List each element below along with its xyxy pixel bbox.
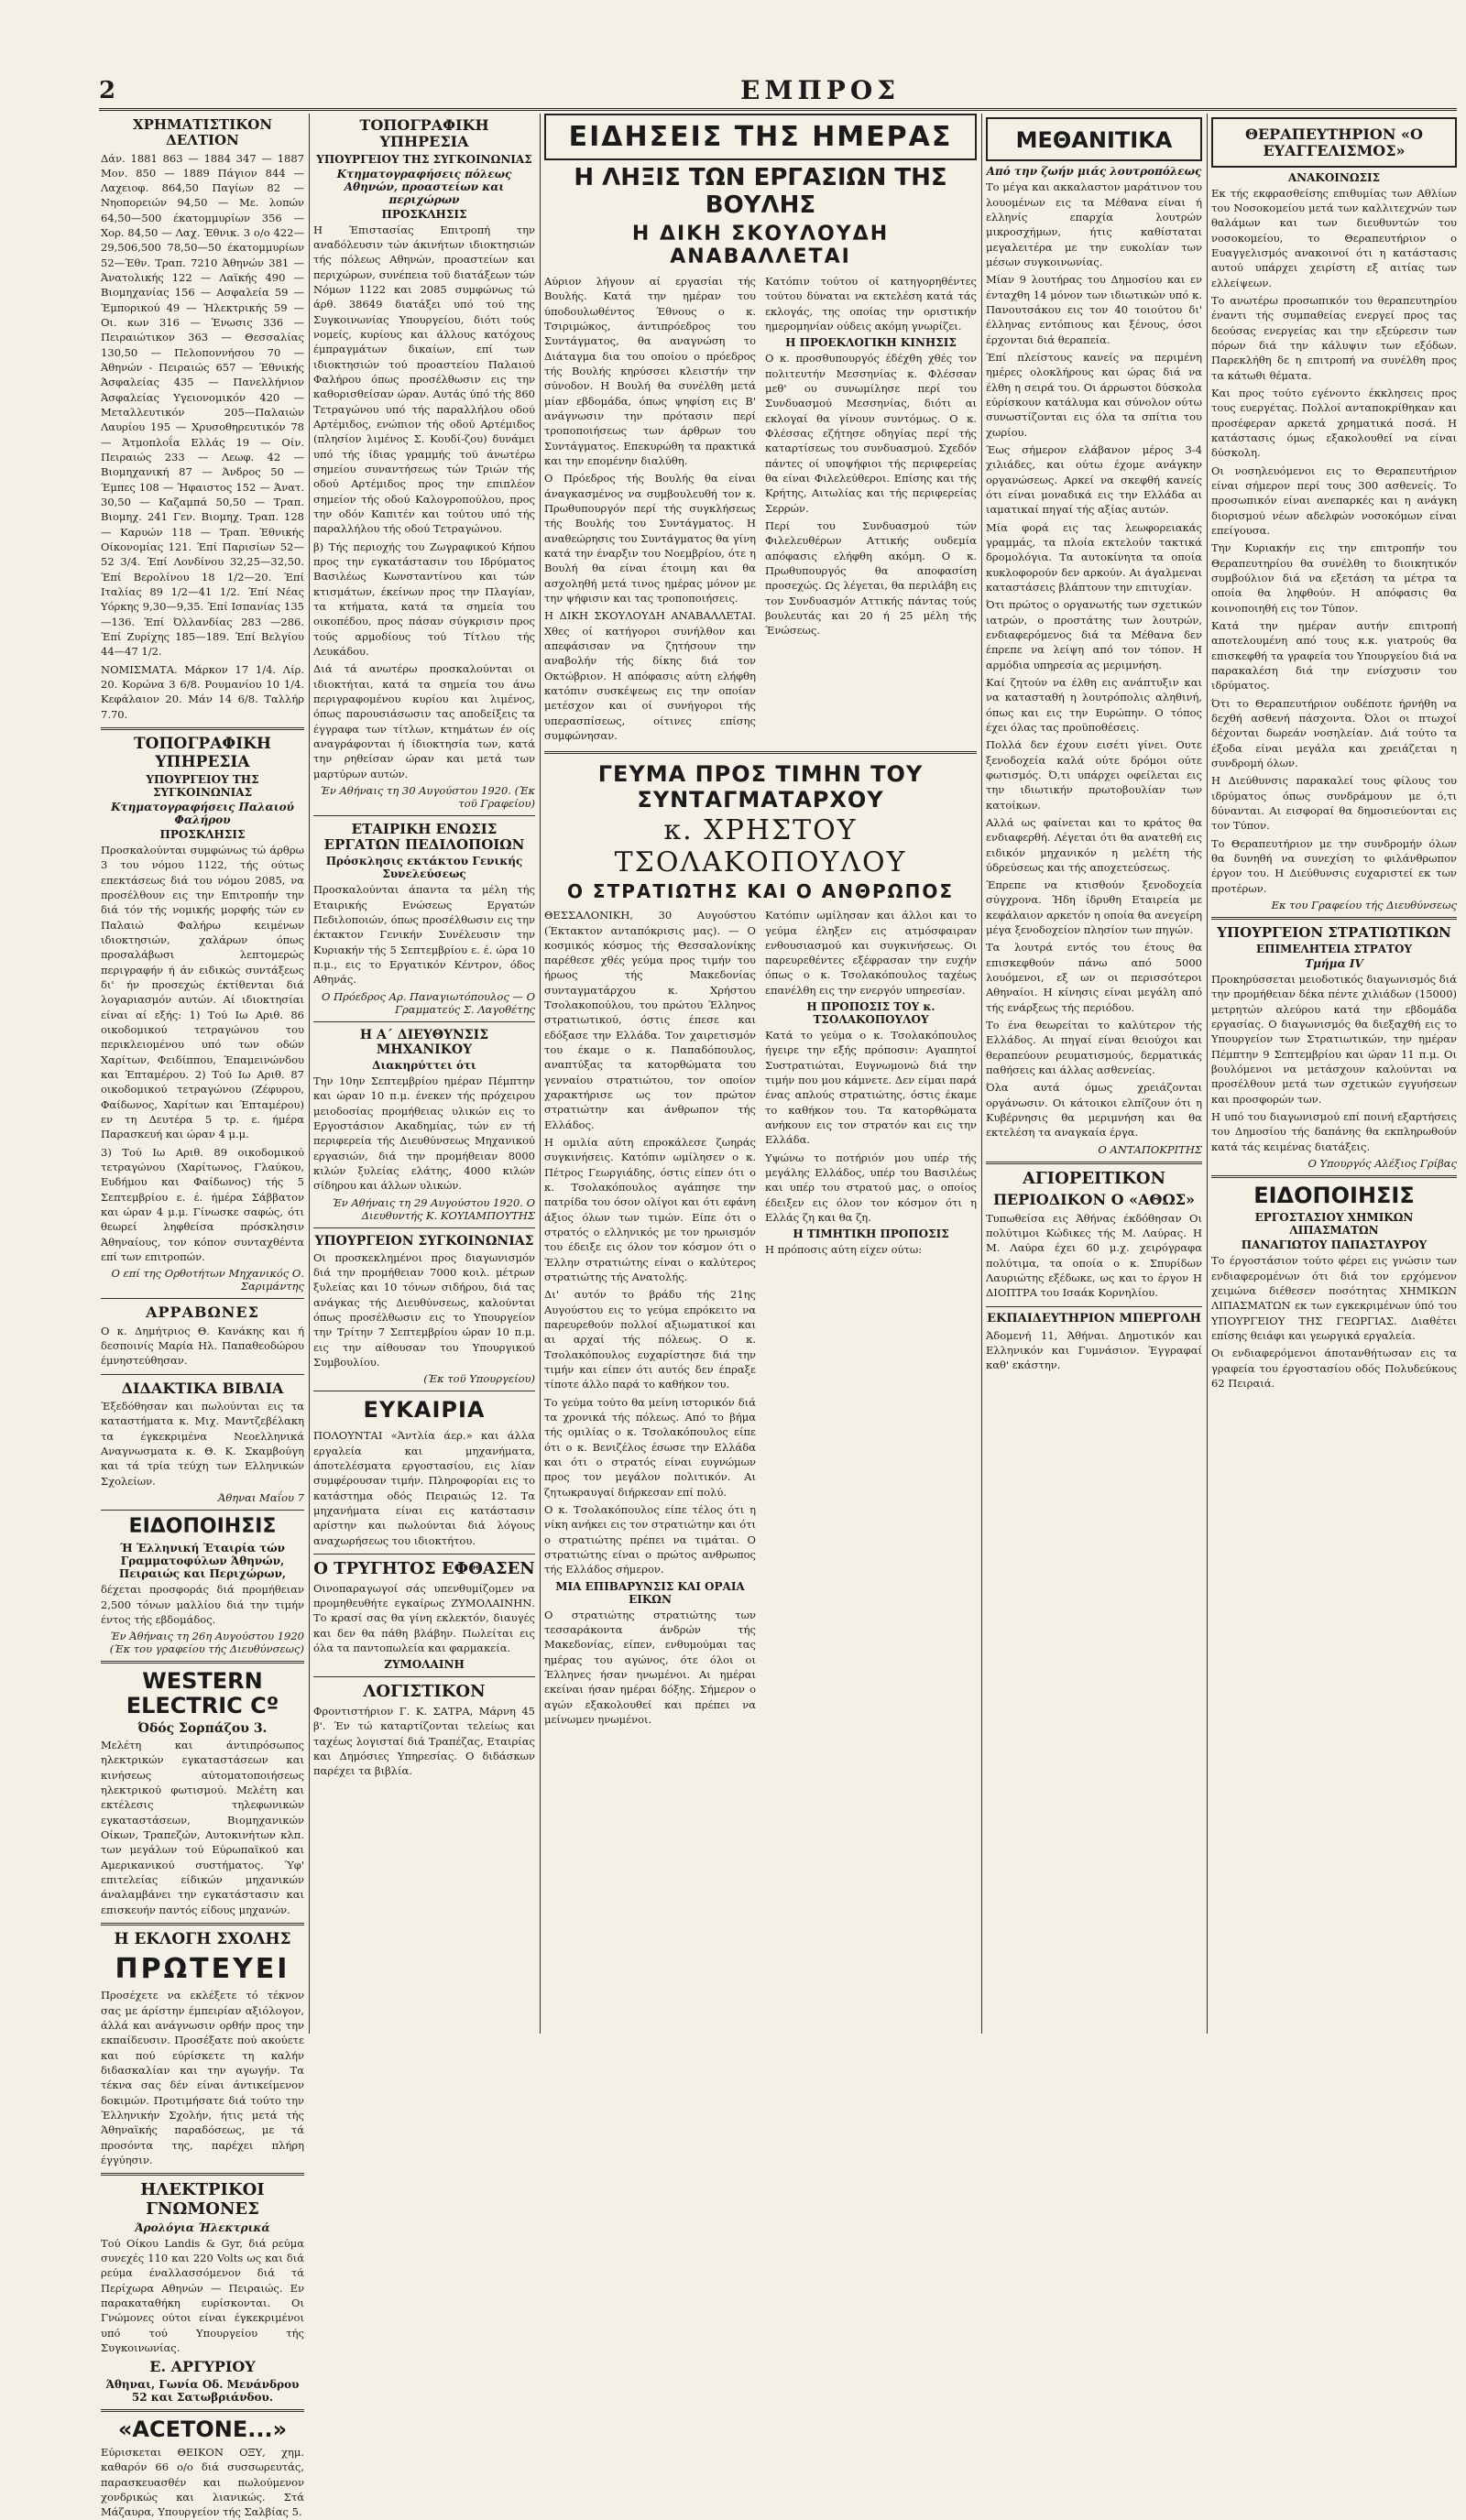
accounting-title: ΛΟΓΙΣΤΙΚΟΝ: [363, 1682, 486, 1702]
topo-subtitle-2: Κτηματογραφήσεις Παλαιού Φαλήρου: [111, 801, 294, 827]
dinner-subheadline: Ο ΣΤΡΑΤΙΩΤΗΣ ΚΑΙ Ο ΑΝΘΡΩΠΟΣ: [566, 880, 955, 903]
harvest-text: Οινοπαραγωγοί σάς υπενθυμίζομεν να προμηθευθήτε εγκαίρως ΖΥΜΟΛΑΙΝΗΝ. Το κρασί σας θα γίνη εκλεκτόν, διαυγές και δεν θα πάθη βλάβην. Πωλείται εις όλα τα παντοπωλεία και φαρμακεία.: [313, 1581, 535, 1654]
methana-title: ΜΕΘΑΝΙΤΙΚΑ: [1015, 127, 1173, 153]
dinner-paragraph: Υψώνω το ποτήριόν μου υπέρ τής μεγάλης Ελλάδος, υπέρ του Βασιλέως και υπέρ του στρατού μας, ο οποίος έδειξεν εις όλον τον κόσμον ότι η Ελλάς ζη και θα ζη.: [765, 1151, 977, 1225]
news-banner: [544, 114, 977, 160]
divider: [101, 1661, 304, 1664]
divider: [313, 1021, 535, 1022]
lead-paragraph: Ο Πρόεδρος τής Βουλής θα είναι άναγκασμένος να συμβουλευθή τον κ. Πρωθυπουργόν περί τής συγκλήσεως τής Βουλής του Συντάγματος. Η αναθεώρησις του Συντάγματος θα γίνη κατά την έναρξιν του Νοεμβρίου, ότε η Βουλή θα είναι έτοιμη και θα ασχοληθή μετά τινος ημέρας μόνον με την ψήφισιν και τας τροποποιήσεις.: [544, 472, 756, 605]
clinic-paragraph: Το Θεραπευτήριον με την συνδρομήν όλων θα δυνηθή να συνεχίση το φιλάνθρωπον έργον του. Η Διεύθυνσις ευχαριστεί εκ των προτέρων.: [1211, 836, 1457, 895]
methana-paragraph: Τα λουτρά εντός του έτους θα επισκεφθούν πάνω από 5000 λουόμενοι, εξ ων οι περισσότεροι Αθηναίοι. Η κίνησις είναι μεγάλη από τής ενάρξεως τής περιόδου.: [986, 941, 1202, 1014]
acetone-text: Εύρισκεται ΘΕΙΚΟΝ ΟΞΥ, χημ. καθαρόν 66 ο/ο διά συσσωρευτάς, παρασκευασθέν και πωλούμενον χονδρικώς και λιανικώς. Στά Μάζαυρα, Υπουργείον τής Σαλβίας 5.: [101, 2446, 304, 2519]
books-title: ΔΙΔΑΚΤΙΚΑ ΒΙΒΛΙΑ: [121, 1379, 284, 1397]
dinner-paragraph: Κατά το γεύμα ο κ. Τσολακόπουλος ήγειρε την εξής πρόποσιν: Αγαπητοί Συστρατιώται, Ευγνωμονώ διά την τιμήν που μου κάμνετε. Δεν είμαι παρά ένας απλούς στρατιώτης, όστις έκαμε το καθήκον του. Τα κατορθώματα ανήκουν εις τον στρατόν και εις την Ελλάδα.: [765, 1029, 977, 1147]
divider: [986, 1162, 1202, 1164]
union-signature: Ο Πρόεδρος Αρ. Παναγιωτόπουλος — Ο Γραμματεύς Σ. Λαγοθέτης: [321, 989, 535, 1016]
opportunity-title: ΕΥΚΑΙΡΙΑ: [363, 1397, 486, 1424]
ministry-signature: (Έκ τοϋ Υπουργείου): [423, 1372, 535, 1386]
engagements-text: Ο κ. Δημήτριος Θ. Κανάκης και ή δεσποινίς Μαρία Ηλ. Παπαθεοδώρου έμνηστεύθησαν.: [101, 1324, 304, 1368]
factory-title: ΕΙΔΟΠΟΙΗΣΙΣ: [1253, 1183, 1415, 1209]
school-subtitle: ΠΡΩΤΕΥΕΙ: [115, 1953, 290, 1986]
page-header: [99, 75, 1457, 106]
divider: [101, 1923, 304, 1925]
dinner-paragraph: Ο κ. Τσολακόπουλος είπε τέλος ότι η νίκη ανήκει εις τον στρατιώτην και ότι ο στρατιώτης πρέπει να τιμάται. Ο στρατιώτης είναι ο πρώτος ανθρωπος τής Ελλάδος σήμερον.: [544, 1502, 756, 1576]
divider: [101, 2409, 304, 2412]
dinner-paragraph: Η πρόποσις αύτη είχεν ούτω:: [765, 1243, 923, 1257]
methana-paragraph: Το μέγα και ακκαλαστον μαράτινον του λουομένων εις τα Μέθανα είναι ή ελληνίς επαρχία λουτρών μικροσχήμων, ήτις καθίσταται μεγαλειτέρα με την ευκολίαν των μέσων συγκοινωνίας.: [986, 180, 1202, 269]
dinner-subheading: Η ΤΙΜΗΤΙΚΗ ΠΡΟΠΟΣΙΣ: [793, 1227, 949, 1241]
column-3: [544, 114, 977, 2034]
accounting-text: Φροντιστήριον Γ. Κ. ΣΑΤΡΑ, Μάρνη 45 β'. Έν τώ καταρτίζονται τελείως και ταχέως λογισταί διά Τραπέζας, Εταιρίας και Δημόσιες Υπηρεσίας. Ο διδάσκων παρέχει τα βιβλία.: [313, 1704, 535, 1778]
ministry-text: Οι προσκεκλημένοι προς διαγωνισμόν διά την προμήθειαν 7000 κοιλ. μέτρων ξυλείας και 10 τόνων σιδήρου, διά τας ανάγκας τής Διευθύνσεως, καλούνται όπως προσέλθωσιν εις το Υπουργείον την Τρίτην 7 Σεπτεμβρίου ώραν 10 π.μ. εις την αίθουσαν του Υπουργικού Συμβουλίου.: [313, 1250, 535, 1369]
western-electric-text: Μελέτη και άντιπρόσωπος ηλεκτρικών εγκαταστάσεων και κινήσεως αύτοματοποιήσεως ηλεκτρικού φωτισμού. Μελέτη και εκτέλεσις τηλεφωνικών εγκαταστάσεων, Βιομηχανικών Οίκων, Τραπεζών, Αυτοκινήτων κλπ. των μεγάλων τού Εύρωπαϊκού και Αμερικανικού συστήματος. Ύφ' επιτελείας είδικών μηχανικών άναλαμβάνει την εγκατάστασιν και επισκευήν παντός είδους μηχανών.: [101, 1738, 304, 1916]
notice-title: ΕΙΔΟΠΟΙΗΣΙΣ: [128, 1514, 277, 1538]
divider: [313, 1227, 535, 1228]
clinic-paragraph: Κατά την ημέραν αυτήν επιτροπή αποτελουμένη από τους κ.κ. γιατρούς θα επισκεφθή τα γραφεία του Υπουργείου διά να παρακαλέση διά την ενίσχυσιν του ιδρύματος.: [1211, 618, 1457, 693]
column-rule: [1207, 114, 1208, 2034]
masthead: ΕΜΠΡΟΣ: [740, 75, 901, 105]
methana-paragraph: Αλλά ως φαίνεται και το κράτος θα ενδιαφερθή. Λέγεται ότι θα ανατεθή εις ειδικόν μηχανικόν η μελέτη τής ύδρεύσεως και τής αποχετεύσεως.: [986, 815, 1202, 874]
divider: [986, 1306, 1202, 1307]
lead-body: [544, 274, 977, 746]
column-1: [101, 114, 304, 2519]
athos-text: Τυπωθείσα εις Άθήνας έκδόθησαν Οι πολύτιμοι Κώδικες τής Μ. Λαύρας. Η Μ. Λαύρα έχει 60 μ.χ. χειρόγραφα πολύτιμα, τα οποία ο κ. Σπυρίδων Λαυριώτης εξέδωκε, ως και το έργον Η ΔΙΟΠΤΡΑ του Ισαάκ Κορνηλίου.: [986, 1211, 1202, 1300]
methana-paragraph: Μίαν 9 λουτήρας του Δημοσίου και εν ένταχθη 14 μόνον των ιδιωτικών υπό κ. Πανουτσάκου εις τον 40 τοιούτου δι' έλληνας εντόπιους και ξένους, όσοι έρχονται διά θεραπεία.: [986, 273, 1202, 346]
divider: [544, 751, 977, 754]
methana-paragraph: Καί ζητούν να έλθη εις ανάπτυξιν και να κατασταθή η λουτρόπολις αληθινή, όπως και εις την Ευρώπην. Ο τόπος έχει όλας τας προϋποθέσεις.: [986, 675, 1202, 734]
clinic-header-box: [1211, 117, 1457, 168]
engineering-subtitle: Διακηρύττει ότι: [372, 1058, 476, 1072]
engagements-title: ΑΡΡΑΒΩΝΕΣ: [146, 1304, 259, 1322]
page-number: 2: [99, 77, 116, 104]
lead-paragraph: Η ΔΙΚΗ ΣΚΟΥΛΟΥΔΗ ΑΝΑΒΑΛΛΕΤΑΙ. Χθες οί κατήγοροι συνήλθον και απεφάσισαν να ζητήσουν την αναβολήν τής δίκης διά τον Οκτώβριον. Η απόφασις αύτη ελήφθη κατόπιν συσκέψεως εις την οποίαν μετέσχον και οί συνήγοροι τής υπερασπίσεως, οίτινες επίσης συμφώνησαν.: [544, 609, 756, 742]
topo-signature: Ο επί της Ορθοτήτων Μηχανικός Ο. Σαριμάντης: [111, 1267, 304, 1293]
lead-paragraph: Ο κ. προσθυπουργός έδέχθη χθές τον πολιτευτήν Μεσσηνίας κ. Φλέσσαν μεθ' ου συνωμίλησε περί του Συνδυασμού Μεσσηνίας, διότι αι εκλογαί θα γίνουν συντόμως. Ο κ. Φλέσσας εζήτησε οδηγίας περί τής καταρτίσεως του συνδυασμού. Σχεδόν πάντες οί υποψήφιοι τής περιφερείας θα είναι Φιλελεύθεροι. Επίσης και τής Κρήτης, Αιτωλίας και τής περιφερείας Σερρών.: [765, 352, 977, 515]
methana-paragraph: Μία φορά εις τας λεωφορειακάς γραμμάς, τα πλοία εκτελούν τακτικά δρομολόγια. Τα αυτοκίνητα τα οποία κυκλοφορούν δεν αρκούν. Αι άγαλμεναι καταστάσεις βλάπτουν την επιτυχίαν.: [986, 520, 1202, 594]
market-text: Δάν. 1881 863 — 1884 347 — 1887 Μον. 850 — 1889 Πάγιον 844 — Λαχειοφ. 864,50 Παγίων 82 — Νηοπορειών 94,50 — Με. λοπών 64,50—500 έκατομμυρίων 356 — Χορ. 84,50 — Λαχ. Έθνικ. 3 ο/ο 422—29,506,500 78,50—50 έκατομμυρίων 52—Έθν. Τραπ. 7210 Άθηνών 381 — Άνατολικής 122 — Λαϊκής 490 — Βιομηχανίας 156 — Ασφαλεία 59 — Έμπορικού 49 — Ήλεκτρικής 59 — Οι. κων 316 — Ένωσις 336 — Πειραιώτικον 363 — Θεσσαλίας 130,50 — Πελοποννήσου 70 — Άθηνών - Πειραιώς 657 — Έθνικής Άσφαλείας 435 — Πανελλήνιον Άσφαλείας Υγειονομικόν 420 — Μεταλλευτικόν 205—Παλαιών Λαυρίου 195 — Χρυσοθηρευτικόν 78 — Άτμοπλοΐα Ελλάς 19 — Οίν. Πειραιώς 233 — Λεωφ. 42 — Βιομηχανική 87 — Άνδρος 50 — Έμπες 108 — Ήφαιστος 152 — Άνατ. 30,50 — Καζαμπά 50,50 — Τραπ. Βιομηχ. 241 Γεν. Βιομηχ. Τραπ. 128 — Καρυών 118 — Τραπ. Έθνικής Οίκονομίας 121. Έπί Παρισίων 52—52 3/4. Έπί Λονδίνου 32,25—32,50. Έπί Βερολίνου 18 1/2—20. Έπί Ιταλίας 89 1/2—41 1/2. Έπί Νέας Υόρκης 9,30—9,35. Έπί Ισπανίας 135—136. Έπί Όλλανδίας 283 —286. Έπί Ζυρίχης 185—189. Έπί Βελγίου 44—47 1/2.: [101, 151, 304, 659]
athos-title: ΑΓΙΟΡΕΙΤΙΚΟΝ: [1022, 1168, 1166, 1188]
school-ad-text: Άδομενή 11, Άθήναι. Δημοτικόν και Ελληνικόν και Γυμνάσιον. Έγγραφαί καθ' εκάστην.: [986, 1328, 1202, 1372]
lead-subheadline: Η ΔΙΚΗ ΣΚΟΥΛΟΥΔΗ ΑΝΑΒΑΛΛΕΤΑΙ: [631, 223, 890, 268]
clinic-paragraph: Την Κυριακήν εις την επιτροπήν του Θεραπευτηρίου θα συνέλθη το διοικητικόν συμβούλιον διά να εξετάση τα μέτρα τα οποία θα ληφθούν. Η απόφασις θα κοινοποιηθή εις τον Τύπον.: [1211, 541, 1457, 615]
western-electric-address: Όδός Σορπάζου 3.: [137, 1720, 268, 1736]
topo2-subtitle-3: ΠΡΟΣΚΛΗΣΙΣ: [381, 207, 467, 221]
clinic-paragraph: Το ανωτέρω προσωπικόν του θεραπευτηρίου έναντι τής συμπαθείας ενεργεί προς τας δεούσας ενεργείας και την εξεύρεσιν των πόρων διά την κάλυψιν των εξόδων. Παρεκλήθη δε η επιτροπή να συνέλθη προς τα κάτωθι θέματα.: [1211, 294, 1457, 382]
dinner-paragraph: Ο στρατιώτης στρατιώτης των τεσσαράκοντα άνδρών τής Μακεδονίας, είπεν, ενθυμούμαι τας ημέρας του αγώνος, ότε όλοι οι Έλληνες ήσαν ηνωμένοι. Αι ημέραι εκείναι ήσαν ημέραι δόξης. Σήμερον ο αγών εξακολουθεί και πρέπει να μείνωμεν ηνωμένοι.: [544, 1608, 756, 1726]
divider: [101, 727, 304, 730]
methana-paragraph: Όλα αυτά όμως χρειάζονται οργάνωσιν. Οι κάτοικοι ελπίζουν ότι η Κυβέρνησις θα μεριμνήση και θα εκτελέση τα αναγκαία έργα.: [986, 1081, 1202, 1140]
divider: [101, 1374, 304, 1375]
dinner-subheading: Η ΠΡΟΠΟΣΙΣ ΤΟΥ κ. ΤΣΟΛΑΚΟΠΟΥΛΟΥ: [806, 1000, 935, 1027]
books-signature: Άθηναι Μαΐου 7: [218, 1490, 304, 1504]
clinic-paragraph: Και προς τούτο εγένοντο έκκλησεις προς τους ευεργέτας. Πολλοί ανταποκρίθηκαν και προσέφεραν αρκετά χρηματικά ποσά. Η κατάστασις όμως εξακολουθεί να είναι δύσκολη.: [1211, 387, 1457, 460]
clinic-title: ΘΕΡΑΠΕΥΤΗΡΙΟΝ «Ο ΕΥΑΓΓΕΛΙΣΜΟΣ»: [1245, 125, 1423, 160]
meters-subtitle: Άρολόγια Ήλεκτρικά: [135, 2220, 270, 2234]
factory-text: Το έργοστάσιον τούτο φέρει εις γνώσιν των ενδιαφερομένων ότι διά τον ερχόμενον χειμώνα διέθεσεν ποσότητας ΧΗΜΙΚΩΝ ΛΙΠΑΣΜΑΤΩΝ εκ των εγκεκριμένων ύπό του ΥΠΟΥΡΓΕΙΟΥ ΤΗΣ ΓΕΩΡΓΙΑΣ. Διαθέτει επίσης θειάφι και γεωργικά εργαλεία.: [1211, 1254, 1457, 1343]
meters-text: Τού Οίκου Landis & Gyr, διά ρεύμα συνεχές 110 και 220 Volts ως και διά ρεύμα έναλλασσόμενον διά τά Περίχωρα Αθηνών — Πειραιώς. Εν παρακαταθήκη ευρίσκονται. Οι Γνώμονες ούτοι είναι έγκεκριμένοι υπό τού Υπουργείου τής Συγκοινωνίας.: [101, 2236, 304, 2355]
topo2-signature: Έν Αθήναις τη 30 Αυγούστου 1920. (Έκ τοϋ Γραφείου): [320, 783, 535, 810]
western-electric-title: WESTERN ELECTRIC Cº: [126, 1668, 279, 1718]
engineering-signature: Έν Αθήναις τη 29 Αυγούστου 1920. Ο Διευθυντής Κ. ΚΟΥΙΑΜΠΟΥΤΗΣ: [332, 1195, 535, 1222]
dinner-paragraph: Η ομιλία αύτη επροκάλεσε ζωηράς συγκινήσεις. Κατόπιν ωμίλησεν ο κ. Πέτρος Γεωργιάδης, όστις είπεν ότι ο κ. Τσολακόπουλος αγάπησε την πατρίδα του όσον ολίγοι και ότι εφάνη άξιος όλων των τιμών. Είπε ότι ο στρατός ο ελληνικός με τον ηρωισμόν του έδειξε εις όλον τον κόσμον ότι ο Έλλην στρατιώτης είναι ο καλύτερος στρατιώτης τής Ανατολής.: [544, 1136, 756, 1284]
military-signature: Ο Υπουργός Αλέξιος Γρίβας: [1307, 1157, 1457, 1171]
harvest-title: Ο ΤΡΥΓΗΤΟΣ ΕΦΘΑΣΕΝ: [313, 1558, 535, 1578]
topo2-subtitle-2: Κτηματογραφήσεις πόλεως Αθηνών, προαστείων και περιχώρων: [336, 167, 512, 206]
meters-title: ΗΛΕΚΤΡΙΚΟΙ ΓΝΩΜΟΝΕΣ: [140, 2180, 265, 2220]
factory-footer: Οι ενδιαφερόμενοι άποτανθήτωσαν εις τα γραφεία του έργοστασίου οδός Πολυδεύκους 62 Πειραιά.: [1211, 1347, 1457, 1391]
dinner-paragraph: Κατόπιν ωμίλησαν και άλλοι και το γεύμα έληξεν εις ατμόσφαιραν ενθουσιασμού και συγκινήσεως. Οι παρευρεθέντες εξέφρασαν την ευχήν όπως ο κ. Τσολακόπουλος ταχέως επανέλθη εις την ενεργόν υπηρεσίαν.: [765, 909, 977, 997]
methana-signature: Ο ΑΝΤΑΠΟΚΡΙΤΗΣ: [1098, 1142, 1202, 1156]
harvest-signature: ΖΥΜΟΛΑΙΝΗ: [384, 1658, 465, 1672]
dinner-paragraph: Δι' αυτόν το βράδυ τής 21ης Αυγούστου εις το γεύμα επρόκειτο να παρευρεθούν πολλοί αξιωματικοί και αι αρχαί τής πόλεως. Ο κ. Τσολακόπουλος ευχαρίστησε διά την τιμήν και είπεν ότι αυτός δεν έπραξε τίποτε άλλο παρά το καθήκον του.: [544, 1288, 756, 1391]
divider: [313, 815, 535, 816]
methana-paragraph: Ότι πρώτος ο οργανωτής των σχετικών ιατρών, ο προστάτης των λουτρών, ενδιαφερόμενος διά τα Μέθανα δεν έπρεπε να λείψη από τον τόπον. Η αρμόδια υπηρεσία ας μεριμνήση.: [986, 598, 1202, 671]
engineering-text: Την 10ην Σεπτεμβρίου ημέραν Πέμπτην και ώραν 10 π.μ. ένεκεν τής πρόχειρου μειοδοσίας προμήθειας υλικών εις το Εργοστάσιον Ακαδημίας, τών εν τή περιφερεία τής Διευθύνσεως Μηχανικού εργασιών, διά την προμήθειαν 8000 κιλών ξυλείας ελάτης, 4000 κιλών σίδηρου και άλλων υλικών.: [313, 1074, 535, 1193]
union-title: ΕΤΑΙΡΙΚΗ ΕΝΩΣΙΣ ΕΡΓΑΤΩΝ ΠΕΔΙΛΟΠΟΙΩΝ: [323, 820, 525, 854]
clinic-signature: Εκ του Γραφείου τής Διευθύνσεως: [1271, 898, 1457, 911]
school-ad-title: ΕΚΠΑΙΔΕΥΤΗΡΙΟΝ ΜΠΕΡΓΟΛΗ: [987, 1311, 1201, 1325]
lead-paragraph: Περί του Συνδυασμού τών Φιλελευθέρων Αττικής ουδεμία απόφασις ελήφθη ακόμη. Ο κ. Πρωθυπουργός θα αποφασίση προσεχώς. Ως λέγεται, θα περιλάβη εις τον Συνδυασμόν Αττικής πάντας τούς βουλευτάς και 20 ή 25 μέλη τής Ένώσεως.: [765, 518, 977, 638]
topo2-text: Η Έπιστασίας Επιτροπή την αναδόλευσιν τών άκινήτων ιδιοκτησιών τής πόλεως Αθηνών, προαστείων και περιχώρων, συνέπεια τοϋ διατάξεων τών Νόμων 1122 και 2085 συμφώνως τώ άρθ. 38649 διατάξει υπό τού της Συγκοινωνίας Υπουργείου, διότι τούς νομείς, κυρίους και άλλους κατόχους έμπραγμάτων δικαίων, επί των ιδιοκτησιών τού προαστείου Παλαιού Φαλήρου όπως προσέλθωσιν εις την καθορισθείσαν ώραν. Αυτάς ύπό τής 860 Τετραγώνου υπό τής παραλλήλου οδού Αρτέμιδος, ενώπιον τής οδού Αρτέμιδος (πλησίον λιμένος Σ. Κουδί-ζου) δυνάμει υπό τής ίδιας γραμμής τοϋ άνωτέρω σημείου συναντήσεως τών Τριών τής οδού Αρτέμιδος προς την επιπλέον σημείον τής οδού Καλογροπούλου, προς την οδόν Καπιτέν και τούτου υπό τής παραλλήλου τής οδού Τετραγώνου.: [313, 223, 535, 536]
methana-paragraph: Το ένα θεωρείται το καλύτερον τής Ελλάδος. Αι πηγαί είναι θειούχοι και θεραπεύουν ρευματισμούς, δερματικάς παθήσεις και άλλας ασθενείας.: [986, 1019, 1202, 1077]
factory-subtitle-2: ΠΑΝΑΓΙΩΤΟΥ ΠΑΠΑΣΤΑΥΡΟΥ: [1241, 1238, 1428, 1252]
factory-subtitle: ΕΡΓΟΣΤΑΣΙΟΥ ΧΗΜΙΚΩΝ ΛΙΠΑΣΜΑΤΩΝ: [1254, 1211, 1414, 1238]
engineering-title: Η Α΄ ΔΙΕΥΘΥΝΣΙΣ ΜΗΧΑΝΙΚΟΥ: [359, 1027, 489, 1057]
lead-headline: Η ΛΗΞΙΣ ΤΩΝ ΕΡΓΑΣΙΩΝ ΤΗΣ ΒΟΥΛΗΣ: [574, 164, 947, 219]
dinner-subheading: ΜΙΑ ΕΠΙΒΑΡΥΝΣΙΣ ΚΑΙ ΟΡΑΙΑ ΕΙΚΩΝ: [555, 1579, 745, 1606]
clinic-subtitle: ΑΝΑΚΟΙΝΩΣΙΣ: [1287, 170, 1381, 184]
topo2-subtitle: ΥΠΟΥΡΓΕΙΟΥ ΤΗΣ ΣΥΓΚΟΙΝΩΝΙΑΣ: [316, 152, 532, 166]
divider: [313, 1676, 535, 1677]
lead-paragraph: Αύριον λήγουν αί εργασίαι τής Βουλής. Κατά την ημέραν του ύποδουλωθέντος Έθνους ο κ. Τσιριμώκος, άντιπρόεδρος του Συντάγματος, θα αναγνώση το Διάταγμα δια του οποίου ο πρόεδρος τής Βουλής κηρύσσει κλειστήν την σύνοδον. Η Βουλή θα συνέλθη μετά μίαν εβδομάδα, όπως ψηφίση εις Β' ανάγνωσιν την πρότασιν περί τροποποιήσεως των άρθρων του Συντάγματος. Επεκυρώθη τα πρακτικά και την επομένην διαλύθη.: [544, 275, 756, 467]
column-4: [986, 114, 1202, 2034]
divider: [313, 1554, 535, 1555]
divider: [101, 1510, 304, 1511]
dinner-paragraph: ΘΕΣΣΑΛΟΝΙΚΗ, 30 Αυγούστου (Έκτακτον ανταπόκρισις μας). — Ο κοσμικός κόσμος τής Θεσσαλονίκης παρέθεσε χθές γεύμα προς τιμήν του ήρωος τής Μακεδονίας συνταγματάρχου κ. Χρήστου Τσολακοπούλου, του πρώτου Έλληνος στρατιωτικού, όστις έπεσε και εδόξασε την Ελλάδα. Τον χαιρετισμόν του έκαμε ο κ. Παπαδόπουλος, αναπτύξας τα κατορθώματα του γενναίου στρατιώτου, τον οποίον χαρακτήρισε ως τον πρώτον στρατιώτην και άνθρωπον τής Ελλάδος.: [544, 909, 756, 1131]
header-rule: [99, 108, 1457, 111]
methana-paragraph: Έως σήμερον ελάβανον μέρος 3-4 χιλιάδες, και ούτω έχομε ανάγκην οργανώσεως. Αρκεί να σκεφθή κανείς ότι είναι μοναδικά εις την Ελλάδα αι ιαματικαί πηγαί τής αξίας αυτών.: [986, 442, 1202, 517]
notice-text: δέχεται προσφοράς διά προμήθειαν 2,500 τόνων μαλλίου διά την τιμήν έντος τής εβδομάδος.: [101, 1583, 304, 1626]
meters-address: Άθηναι, Γωνία Οδ. Μενάνδρου 52 και Σατωβριάνδου.: [105, 2377, 300, 2404]
market-title: ΧΡΗΜΑΤΙΣΤΙΚΟΝ ΔΕΛΤΙΟΝ: [132, 116, 273, 149]
school-text: Προσέχετε να εκλέξετε τό τέκνον σας με άρίστην έμπειρίαν αξιόλογον, άλλά και ανάγνωσιν ορθήν προς την εκπαίδευσιν. Προσέξατε πού ακούετε και πού εύρίσκετε τη καλήν διδασκαλίαν και την αγωγήν. Τα τέκνα σας δέν είναι άντικείμενον δοκιμών. Προτιμήσατε διά τούτο την Έλληνικήν Σχολήν, ήτις μετά τής Άθηναϊκής παραδόσεως, με τά προσόντα της, παρέχει πλήρη έγγύησιν.: [101, 1989, 304, 2167]
column-2: [313, 114, 535, 2034]
athos-title-2: ΠΕΡΙΟΔΙΚΟΝ Ο «ΑΘΩΣ»: [992, 1191, 1196, 1209]
clinic-paragraph: Ότι το Θεραπευτήριον ουδέποτε ήρνήθη να δεχθή ασθενή πάσχοντα. Όλοι οι πτωχοί δέχονται δωρεάν νοσηλείαν. Διά τούτο τα έξοδα είναι μεγάλα και χρειάζεται η συνδρομή όλων.: [1211, 696, 1457, 769]
topo2-text-3: Διά τά ανωτέρω προσκαλούνται οι ιδιοκτήται, κατά τα σημεία του άνω περιγραφομένου κυρίου και λιμένος, όπως παρουσιάσωσιν τας αποδείξεις τα έγγραφα των τίτλων, κτημάτων έν οίς αναγράφονται ή ίδιοκτησία των, κατά την ρηθείσαν ώραν και μετά των μαρτύρων αυτών.: [313, 662, 535, 780]
topo-title: ΤΟΠΟΓΡΑΦΙΚΗ ΥΠΗΡΕΣΙΑ: [134, 734, 271, 771]
methana-paragraph: Έπρεπε να κτισθούν ξενοδοχεία σύγχρονα. Ήδη ίδρυθη Εταιρεία με κεφάλαιον αρκετόν η οποία θα ανεγείρη μέγα ξενοδοχείον πλησίον των πηγών.: [986, 878, 1202, 937]
military-subtitle-2: Τμήμα IV: [1305, 957, 1363, 971]
column-rule: [981, 114, 982, 2034]
column-rule: [309, 114, 310, 2034]
topo-text: Προσκαλούνται συμφώνως τώ άρθρω 3 του νόμου 1122, τής ούτως επεκτάσεως διά του νόμου 2085, να προσέλθουν εις την Επιτροπήν την διά τόν τής νομικής μορφής τών εν Παλαιώ Φαλήρω κειμένων ιδιοκτησιών, χαλάρων όπως προσαλάβωσι λεπτομερώς περιγραφήν ή άν ειδικώς συντάξεως δι' ήν προσεχώς έκτίθενται διά λογαριασμόν αυτών. Αί ιδιοκτησίαι είναι αί εξής: 1) Τού Ιω Αριθ. 86 οικοδομικού τετραγώνου του περικλειομένου υπό των οδών Χαρίτων, Φειδίππου, Έπαμεινώνδου και Έπταμέρου. 2) Τού Ιω Αριθ. 87 οικοδομικού τετραγώνου (Ζέφυρου, Φαίδωνος, Χαρίτων και Έπταμέρου) εν τη Δευτέρα 5 τρ. ε. ήμέρα Παρασκευή και ώραν 4 μ.μ.: [101, 844, 304, 1141]
lead-subheading: Η ΠΡΟΕΚΛΟΓΙΚΗ ΚΙΝΗΣΙΣ: [785, 336, 957, 350]
topo-subtitle-3: ΠΡΟΣΚΛΗΣΙΣ: [159, 828, 246, 842]
meters-signature: Ε. ΑΡΓΥΡΙΟΥ: [149, 2358, 256, 2376]
books-text: Έξεδόθησαν και πωλούνται εις τα καταστήματα κ. Μιχ. Μαντζεβέλακη τα έγκεκριμένα Νεοελληνικά Αναγνωσματα κ. Θ. Κ. Σκαμβούγη και τά τρία τεύχη των Ελληνικών Σχολείων.: [101, 1400, 304, 1488]
dinner-paragraph: Το γεύμα τούτο θα μείνη ιστορικόν διά τα χρονικά τής πόλεως. Από το βήμα τής ομιλίας ο κ. Τσολακόπουλος είπε ότι ο κ. Βενιζέλος έσωσε την Ελλάδα και ότι ο στρατός είναι ευγνώμων προς τον μεγάλον πολιτικόν. Αι ζητωκραυγαί διήρκεσαν επί πολύ.: [544, 1395, 756, 1499]
clinic-paragraph: Εκ τής εκφρασθείσης επιθυμίας των Αθλίων του Νοσοκομείου μετά των καλλιτεχνών των θαλάμων και των διευθυντών του νοσοκομείου, το Θεραπευτήριον ο Ευαγγελισμός ανακοινοί ότι η κατάστασις αυτού υπάρχει χειρίστη εξ αιτίας των ελλείψεων.: [1211, 186, 1457, 289]
currency-text: ΝΟΜΙΣΜΑΤΑ. Μάρκον 17 1/4. Λίρ. 20. Κορώνα 3 6/8. Ρουμανίου 10 1/4. Κεφάλαιον 20. Μάν 14 6/8. Ταλλήρ 7.70.: [101, 662, 304, 721]
dinner-headline: ΓΕΥΜΑ ΠΡΟΣ ΤΙΜΗΝ ΤΟΥ ΣΥΝΤΑΓΜΑΤΑΡΧΟΥ: [597, 761, 924, 813]
military-title: ΥΠΟΥΡΓΕΙΟΝ ΣΤΡΑΤΙΩΤΙΚΩΝ: [1217, 923, 1451, 941]
topo2-title: ΤΟΠΟΓΡΑΦΙΚΗ ΥΠΗΡΕΣΙΑ: [359, 116, 489, 151]
military-text: Προκηρύσσεται μειοδοτικός διαγωνισμός διά την προμήθειαν δέκα πέντε χιλιάδων (15000) μετρητών αλεύρου κατά την εβδομάδα εργασίας. Ο διαγωνισμός θα διεξαχθή εις το Υπουργείον των Στρατιωτικών, την ημέραν Πέμπτην 9 Σεπτεμβρίου και ώραν 11 π.μ. Οι βουλόμενοι να μετάσχουν καλούνται να προσέλθουν μετά των σχετικών εγγυήσεων και προσφορών των.: [1211, 973, 1457, 1106]
opportunity-text: ΠΟΛΟΥΝΤΑΙ «Άντλία άερ.» και άλλα εργαλεία και μηχανήματα, άποτελέσματα εργοστασίου, εις λίαν συμφέρουσαν τιμήν. Πληροφορίαι εις το κατάστημα οδός Πειραιώς 12. Τα μηχανήματα είναι εις κατάστασιν αρίστην και πωλούνται διά λόγους αναχωρήσεως του ιδιοκτήτου.: [313, 1429, 535, 1547]
topo2-text-2: β) Τής περιοχής του Ζωγραφικού Κήπου προς την εγκατάστασιν του Ιδρύματος Βασιλέως Κωνσταντίνου και τών κτισμάτων, έκείνων προς την Πλαγίαν, τα κτήματα, κατά τα σημεία του οικοπέδου, προς πάσαν σύγκρισιν προς τούς αρμοδίους τού Τίτλου τής Λευκάδου.: [313, 540, 535, 658]
notice-subtitle: Ή Έλληνική Έταιρία τών Γραμματοφύλων Άθηνών, Πειραιώς και Περιχώρων,: [118, 1542, 287, 1581]
clinic-paragraph: Η Διεύθυνσις παρακαλεί τους φίλους του ιδρύματος όπως συνδράμουν με ό,τι δύνανται. Αι εισφοραί θα δημοσιεύονται εις τον Τύπον.: [1211, 774, 1457, 833]
topo-subtitle: ΥΠΟΥΡΓΕΙΟΥ ΤΗΣ ΣΥΓΚΟΙΝΩΝΙΑΣ: [146, 773, 259, 800]
ministry-title: ΥΠΟΥΡΓΕΙΟΝ ΣΥΓΚΟΙΝΩΝΙΑΣ: [314, 1233, 534, 1249]
divider: [1211, 1175, 1457, 1178]
divider: [1211, 917, 1457, 920]
divider: [101, 1298, 304, 1299]
dinner-body: [544, 908, 977, 1729]
topo-text-2: 3) Τού Ιω Αριθ. 89 οικοδομικού τετραγώνου (Χαρίτωνος, Γλαύκου, Ευδήμου και Φαίδωνος) τής 5 Σεπτεμβρίου ε. έ. ήμέρα Σάββατον και ώραν 4 μ.μ. Γίνωσκε σαφώς, ότι θεωρεί ληφθείσα πρόσκλησιν Άθηναίους, τον κόπον συνταχθέντα επί των επιτροπών.: [101, 1145, 304, 1263]
clinic-paragraph: Οι νοσηλευόμενοι εις το Θεραπευτήριον είναι σήμερον περί τους 300 ασθενείς. Το προσωπικόν είναι ανεπαρκές και η ανάγκη διορισμού νέων αδελφών νοσοκόμων είναι επείγουσα.: [1211, 464, 1457, 537]
military-text-2: Η υπό του διαγωνισμού επί ποινή εξαρτήσεις του Δημοσίου τής δαπάνης θα εκπληρωθούν κατά τάς κειμένας διατάξεις.: [1211, 1110, 1457, 1153]
methana-header-box: [986, 117, 1202, 161]
divider: [101, 2173, 304, 2176]
methana-subtitle: Από την ζωήν μιάς λουτροπόλεως: [986, 165, 1202, 179]
dinner-name: κ. ΧΡΗΣΤΟΥ ΤΣΟΛΑΚΟΠΟΥΛΟΥ: [614, 814, 907, 879]
school-title: Η ΕΚΛΟΓΗ ΣΧΟΛΗΣ: [114, 1929, 291, 1948]
notice-signature: Έν Άθήναις τη 26η Αυγούστου 1920 (Έκ του γραφείου τής Διευθύνσεως): [109, 1630, 304, 1656]
column-5: [1211, 114, 1457, 2034]
methana-paragraph: Πολλά δεν έχουν εισέτι γίνει. Ουτε ξενοδοχεία καλά ούτε δρόμοι ούτε φωτισμός. Ό,τι υπάρχει οφείλεται εις την ιδιωτικήν πρωτοβουλίαν των κατοίκων.: [986, 738, 1202, 812]
lead-paragraph: Κατόπιν τούτου οί κατηγορηθέντες τούτου δύναται να εκτελέση κατά τάς εκλογάς, της οποίας την οριστικήν ημερομηνίαν ούδεις ακόμη γνωρίζει.: [765, 275, 977, 333]
methana-paragraph: Έπί πλείστους κανείς να περιμένη ημέρες ολοκλήρους και ώρας διά να έλθη η σειρά του. Οι άρρωστοι δύσκολα εύρίσκουν κατάλυμα και σύνολον ούτω συνωστίζονται εις όλα τα σπίτια του χωρίου.: [986, 351, 1202, 439]
column-rule: [540, 114, 541, 2034]
news-banner-title: ΕΙΔΗΣΕΙΣ ΤΗΣ ΗΜΕΡΑΣ: [568, 121, 953, 153]
acetone-title: «ACETONE...»: [117, 2416, 288, 2442]
military-subtitle: ΕΠΙΜΕΛΗΤΕΙΑ ΣΤΡΑΤΟΥ: [1255, 943, 1413, 956]
union-subtitle: Πρόσκλησις εκτάκτου Γενικής Συνελεύσεως: [325, 855, 523, 881]
union-text: Προσκαλούνται άπαντα τα μέλη τής Εταιρικής Ενώσεως Εργατών Πεδιλοποιών, όπως προσέλθωσιν εις την έκτακτον Γενικήν Συνέλευσιν την Κυριακήν τής 5 Σεπτεμβρίου ε. έ. ώρα 10 π.μ., εις το Εργατικόν Κέντρον, όδος Αθηνάς.: [313, 883, 535, 987]
